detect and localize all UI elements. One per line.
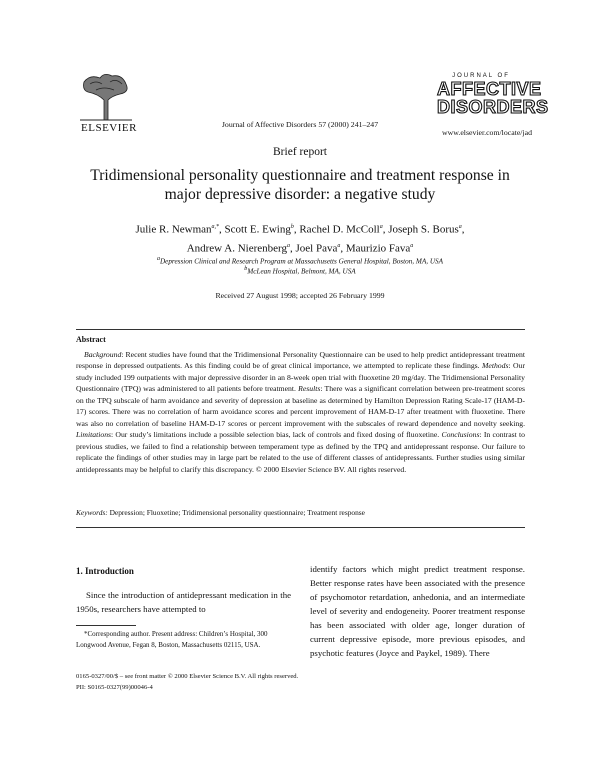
journal-logo [437,72,549,124]
affiliation [90,256,510,265]
author-list: Julie R. Newman$^{a,*}$, Scott E. Ewing$^b$, Rachel D. McColl$^a$, Joseph S. Borus$^a$, Andrew A. Nierenberg$^a$, Joel Pava$^a$, Maurizio Fava$^a$ [135,223,465,255]
section-heading: 1. Introduction [76,566,134,576]
author-name[interactable]: Rachel D. McColl [299,223,380,236]
intro-paragraph-right: identify factors which might predict treatment response. Better response rates have been associated with the presence of psychomotor retardation, anhedonia, and an intermediate level of severity and endogeneity. Poorer treatment response has been associated with older age, longer duration of current depressive episode, more previous episodes, and psychotic features (Joyce and Paykel, 1989). There [310,564,525,658]
abstract-section-label: Methods [482,361,509,371]
author-affil-marker: a [458,224,462,230]
abstract-conclusions: : In contrast to previous studies, we failed to find a relationship between temperament type as defined by the TPQ and antidepressant response. Our failure to replicate the findings of other studies may in large part be related to the use of different classes of antidepressants. Further studies using similar antidepressants may be helpful to clarify this discrepancy. © 2000 Elsevier Science BV. All rights reserved. [76,430,525,474]
abstract-section-label: Results [298,384,321,394]
affiliation-marker: a [156,256,160,262]
author-affil-marker: a,* [211,224,220,230]
article-title: Tridimensional personality questionnaire and treatment response in major depressive disorder: a negative study [90,167,510,203]
publisher-name: ELSEVIER [81,122,137,134]
article-type: Brief report [273,146,327,158]
author-name[interactable]: Scott E. Ewing [224,223,291,236]
abstract-body [76,349,525,475]
abstract-results: : There was a significant correlation between pre-treatment scores on the TPQ subscale of harm avoidance and severity of depression at baseline as determined by Hamilton Depression Rating Scale-17 (HAM-D-17) scores. There was no correlation of harm avoidance scores and percent improvement of HAM-D-17 after treatment with fluoxetine. There was also no correlation of baseline HAM-D-17 scores or percent improvement with the subscales of reward dependence and novelty seeking. [76,384,525,428]
copyright-line: 0165-0327/00/$ – see front matter © 2000 Elsevier Science B.V. All rights reserved. [76,673,299,680]
footnote-divider [76,625,136,626]
keywords-text: Depression; Fluoxetine; Tridimensional personality questionnaire; Treatment response [107,508,365,517]
affiliation-text: McLean Hospital, Belmont, MA, USA [247,267,356,276]
journal-logo-line1: AFFECTIVE [437,79,542,99]
abstract-background: : Recent studies have found that the Tridimensional Personality Questionnaire can be used to help predict antidepressant treatment response in depressed outpatients. As this finding could be of great clinical importance, we attempted to replicate these findings. [76,350,525,371]
author-affil-marker: a [410,242,414,249]
copyright-footer [76,671,376,693]
abstract-section-label: Limitations [76,430,112,440]
abstract-heading: Abstract [76,335,106,344]
author-affil-marker: a [286,242,290,249]
keywords-label: Keywords: [76,508,108,517]
intro-paragraph-left: Since the introduction of antidepressant medication in the 1950s, researchers have attempted to [76,590,291,614]
author-name[interactable]: Joseph S. Borus [388,223,459,236]
abstract-limitations: : Our study’s limitations include a possible selection bias, lack of controls and fixed dosing of fluoxetine. [111,430,442,440]
affiliation [90,266,510,275]
journal-logo-small-text: JOURNAL OF [452,73,510,79]
author-affil-marker: a [379,224,383,230]
journal-logo-line2: DISORDERS [437,97,549,117]
journal-citation: Journal of Affective Disorders 57 (2000) 241–247 [221,120,379,129]
author-name[interactable]: Maurizio Fava [345,242,411,255]
journal-url[interactable]: www.elsevier.com/locate/jad [442,128,532,137]
abstract-section-label: Conclusions [441,430,480,440]
affiliation-text: Depression Clinical and Research Program at Massachusetts General Hospital, Boston, MA, USA [159,257,444,266]
author-name[interactable]: Julie R. Newman [135,223,212,236]
received-dates: Received 27 August 1998; accepted 26 February 1999 [215,291,385,300]
pii-line: PII: S0165-0327(99)00046-4 [76,684,153,691]
author-name[interactable]: Joel Pava [295,242,338,255]
divider [76,527,525,528]
keywords [76,508,525,517]
divider [76,329,525,330]
affiliation-marker: b [244,266,248,272]
abstract-methods: : Our study included 199 outpatients with major depressive disorder in an 8-week open trial with fluoxetine 20 mg/day. The Tridimensional Personality Questionnaire (TPQ) was administered to all patients before treatment. [76,361,526,394]
abstract-section-label: Background [84,350,122,359]
author-affil-marker: a [337,242,341,249]
corresponding-author-footnote: *Corresponding author. Present address: Children’s Hospital, 300 Longwood Avenue, Fegan 8, Boston, Massachusetts 02115, USA. [76,630,268,649]
author-affil-marker: b [290,224,294,230]
author-name[interactable]: Andrew A. Nierenberg [186,242,287,255]
